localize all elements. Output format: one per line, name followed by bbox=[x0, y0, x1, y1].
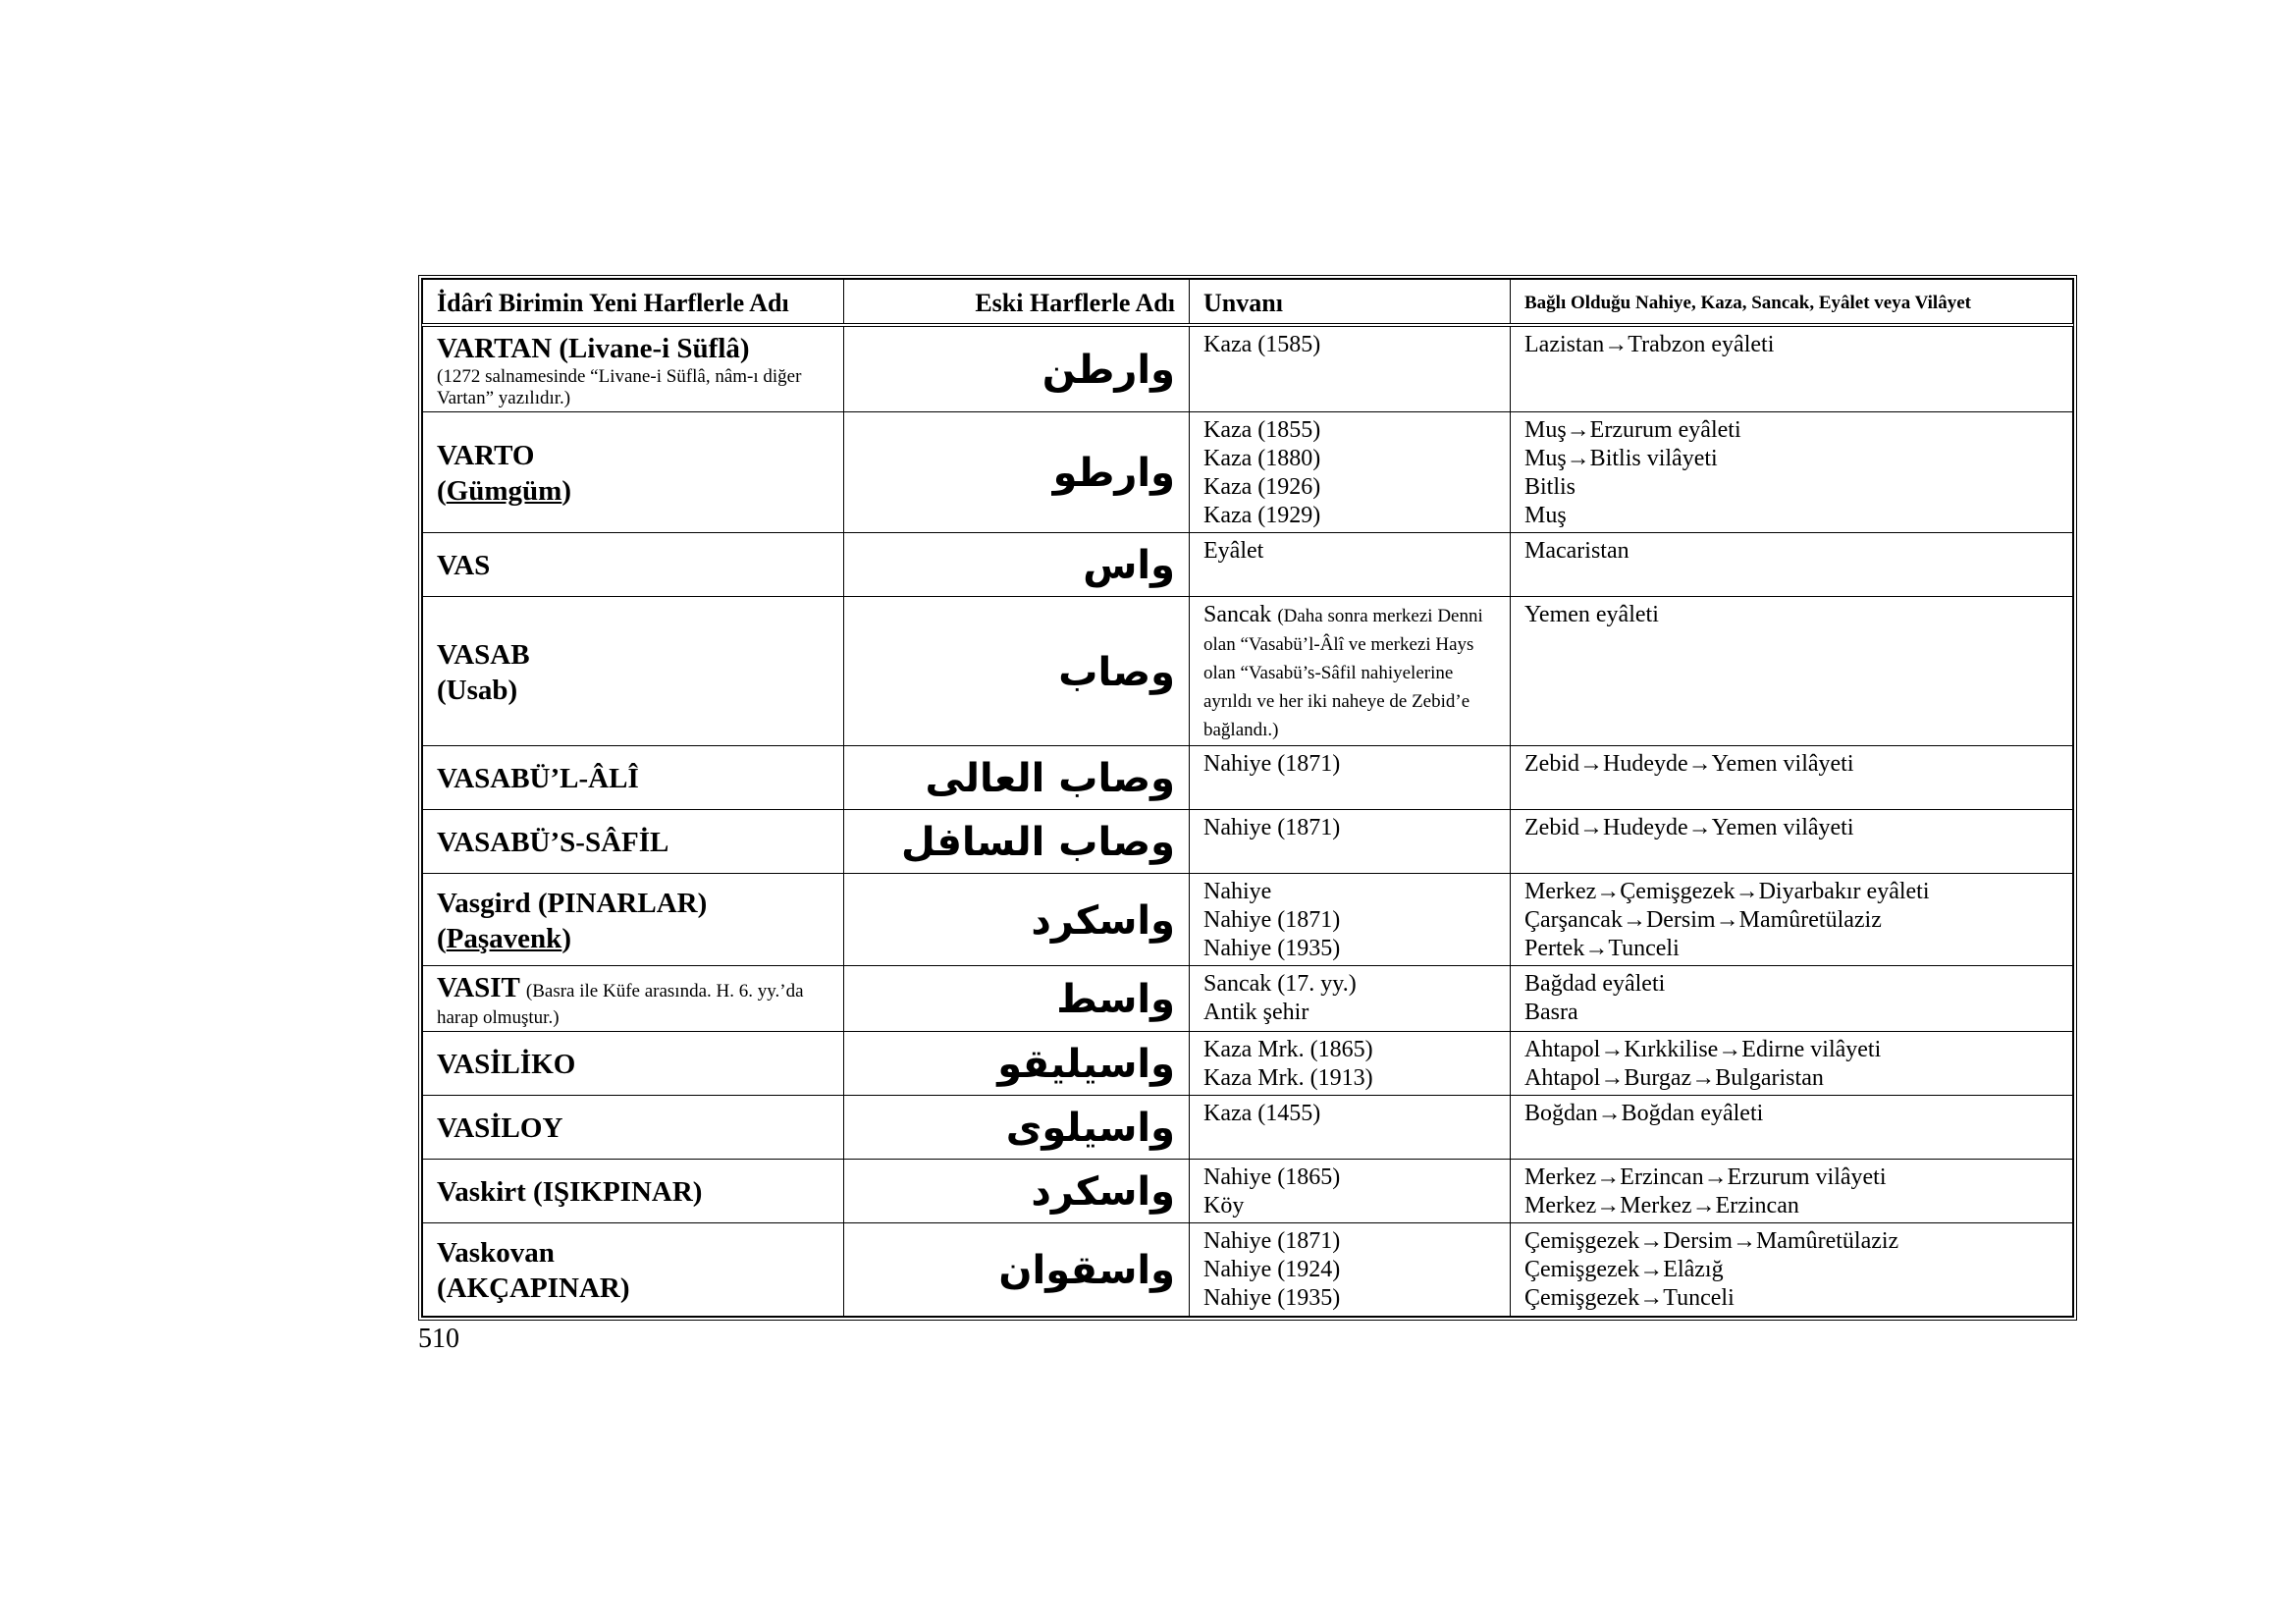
place-name-cell bbox=[423, 325, 844, 412]
title-note: (Daha sonra merkezi Denni olan “Vasabü’l-Âlî ve merkezi Hays olan “Vasabü’s-Sâfil nahiyelerine ayrıldı ve her iki naheye de Zebid’e bağlandı.) bbox=[1203, 606, 1483, 740]
table-row bbox=[423, 325, 2073, 412]
place-name: Vaskovan bbox=[437, 1237, 555, 1269]
place-name-cell bbox=[423, 874, 844, 966]
title-cell bbox=[1190, 874, 1511, 966]
title-cell bbox=[1190, 1223, 1511, 1317]
ottoman-script-name: وصاب السافل bbox=[844, 810, 1190, 874]
parent-unit-cell bbox=[1511, 412, 2073, 533]
parent-line: Ahtapol→Burgaz→Bulgaristan bbox=[1524, 1065, 1824, 1091]
title-cell bbox=[1190, 325, 1511, 412]
header-row bbox=[423, 280, 2073, 326]
table-row bbox=[423, 1096, 2073, 1160]
parent-line: Muş bbox=[1524, 503, 1567, 528]
title-line: Kaza (1929) bbox=[1203, 503, 1321, 528]
gazetteer-table bbox=[418, 275, 2077, 1321]
place-name-cell bbox=[423, 533, 844, 597]
title-line: Kaza Mrk. (1865) bbox=[1203, 1037, 1373, 1062]
table-row bbox=[423, 412, 2073, 533]
title-cell bbox=[1190, 412, 1511, 533]
ottoman-script-name: وارطو bbox=[844, 412, 1190, 533]
page-number: 510 bbox=[418, 1324, 459, 1354]
parent-line: Yemen eyâleti bbox=[1524, 602, 1659, 627]
parent-line: Bağdad eyâleti bbox=[1524, 971, 1666, 997]
ottoman-script-name: واسيلوى bbox=[844, 1096, 1190, 1160]
place-name-cell bbox=[423, 810, 844, 874]
parent-line: Çemişgezek→Elâzığ bbox=[1524, 1257, 1724, 1282]
parent-unit-cell bbox=[1511, 533, 2073, 597]
title-line: Nahiye (1871) bbox=[1203, 815, 1341, 840]
parent-line: Merkez→Merkez→Erzincan bbox=[1524, 1193, 1799, 1218]
place-name-cell bbox=[423, 1032, 844, 1096]
place-name: Vaskirt (IŞIKPINAR) bbox=[437, 1176, 703, 1208]
parent-line: Ahtapol→Kırkkilise→Edirne vilâyeti bbox=[1524, 1037, 1882, 1062]
place-name-cell bbox=[423, 1223, 844, 1317]
parent-unit-cell bbox=[1511, 746, 2073, 810]
title-line: Nahiye (1935) bbox=[1203, 936, 1341, 961]
ottoman-script-name: واسيليقو bbox=[844, 1032, 1190, 1096]
title-line: Eyâlet bbox=[1203, 538, 1264, 564]
ottoman-script-name: واسكرد bbox=[844, 1160, 1190, 1223]
place-name: VASİLİKO bbox=[437, 1049, 576, 1080]
table-row bbox=[423, 1223, 2073, 1317]
title-line: Sancak bbox=[1203, 602, 1272, 627]
parent-unit-cell bbox=[1511, 1032, 2073, 1096]
place-name-cell bbox=[423, 966, 844, 1032]
title-line: Nahiye (1871) bbox=[1203, 751, 1341, 777]
table-row bbox=[423, 1160, 2073, 1223]
place-former-name: (Paşavenk) bbox=[437, 922, 571, 954]
title-line: Nahiye (1935) bbox=[1203, 1285, 1341, 1311]
parent-unit-cell bbox=[1511, 1096, 2073, 1160]
place-name: VASABÜ’L-ÂLÎ bbox=[437, 763, 639, 794]
title-cell bbox=[1190, 810, 1511, 874]
title-line: Nahiye (1871) bbox=[1203, 907, 1341, 933]
place-note: (1272 salnamesinde “Livane-i Süflâ, nâm-ı diğer Vartan” yazılıdır.) bbox=[437, 366, 802, 408]
place-name: VASAB bbox=[437, 638, 530, 671]
title-line: Kaza (1880) bbox=[1203, 446, 1321, 471]
parent-unit-cell bbox=[1511, 874, 2073, 966]
title-line: Sancak (17. yy.) bbox=[1203, 971, 1357, 997]
place-name: VARTAN (Livane-i Süflâ) bbox=[437, 333, 750, 364]
place-name-cell bbox=[423, 1160, 844, 1223]
place-former-name: (Gümgüm) bbox=[437, 475, 571, 507]
header-name: İdârî Birimin Yeni Harflerle Adı bbox=[423, 280, 844, 326]
place-name-cell bbox=[423, 597, 844, 746]
place-name: VASİLOY bbox=[437, 1112, 563, 1144]
title-line: Kaza (1855) bbox=[1203, 417, 1321, 443]
title-line: Nahiye (1924) bbox=[1203, 1257, 1341, 1282]
title-line: Nahiye (1865) bbox=[1203, 1164, 1341, 1190]
title-cell bbox=[1190, 746, 1511, 810]
title-cell bbox=[1190, 533, 1511, 597]
parent-line: Çemişgezek→Tunceli bbox=[1524, 1285, 1735, 1311]
table-body bbox=[423, 325, 2073, 1317]
parent-line: Merkez→Çemişgezek→Diyarbakır eyâleti bbox=[1524, 879, 1930, 904]
place-name: VASABÜ’S-SÂFİL bbox=[437, 827, 669, 858]
title-line: Nahiye bbox=[1203, 879, 1272, 904]
table-row bbox=[423, 810, 2073, 874]
place-name: VAS bbox=[437, 550, 491, 581]
former-name-underlined: Gümgüm bbox=[446, 475, 562, 507]
parent-unit-cell bbox=[1511, 966, 2073, 1032]
ottoman-script-name: وصاب bbox=[844, 597, 1190, 746]
ottoman-script-name: وارطن bbox=[844, 325, 1190, 412]
title-line: Kaza (1455) bbox=[1203, 1101, 1321, 1126]
title-line: Köy bbox=[1203, 1193, 1245, 1218]
title-cell bbox=[1190, 966, 1511, 1032]
header-old-script: Eski Harflerle Adı bbox=[844, 280, 1190, 326]
title-line: Antik şehir bbox=[1203, 1000, 1309, 1025]
parent-line: Çarşancak→Dersim→Mamûretülaziz bbox=[1524, 907, 1882, 933]
title-line: Kaza (1926) bbox=[1203, 474, 1321, 500]
title-line: Kaza Mrk. (1913) bbox=[1203, 1065, 1373, 1091]
parent-unit-cell bbox=[1511, 597, 2073, 746]
parent-line: Çemişgezek→Dersim→Mamûretülaziz bbox=[1524, 1228, 1899, 1254]
place-name-cell bbox=[423, 1096, 844, 1160]
parent-line: Pertek→Tunceli bbox=[1524, 936, 1680, 961]
parent-unit-cell bbox=[1511, 810, 2073, 874]
parent-line: Muş→Bitlis vilâyeti bbox=[1524, 446, 1718, 471]
table-row bbox=[423, 533, 2073, 597]
parent-line: Merkez→Erzincan→Erzurum vilâyeti bbox=[1524, 1164, 1887, 1190]
parent-line: Bitlis bbox=[1524, 474, 1576, 500]
parent-line: Macaristan bbox=[1524, 538, 1629, 564]
parent-unit-cell bbox=[1511, 1160, 2073, 1223]
place-name-alt: (AKÇAPINAR) bbox=[437, 1272, 630, 1304]
parent-line: Zebid→Hudeyde→Yemen vilâyeti bbox=[1524, 751, 1854, 777]
ottoman-script-name: وصاب العالى bbox=[844, 746, 1190, 810]
title-cell bbox=[1190, 1032, 1511, 1096]
place-name: VASIT bbox=[437, 972, 520, 1003]
ottoman-script-name: واسط bbox=[844, 966, 1190, 1032]
title-line: Nahiye (1871) bbox=[1203, 1228, 1341, 1254]
place-name: Vasgird (PINARLAR) bbox=[437, 887, 708, 919]
title-line: Kaza (1585) bbox=[1203, 332, 1321, 357]
parent-unit-cell bbox=[1511, 325, 2073, 412]
ottoman-script-name: واسكرد bbox=[844, 874, 1190, 966]
table-row bbox=[423, 746, 2073, 810]
table-row bbox=[423, 966, 2073, 1032]
place-note: (Basra ile Küfe arasında. H. 6. yy.’da harap olmuştur.) bbox=[437, 981, 804, 1028]
header-parent: Bağlı Olduğu Nahiye, Kaza, Sancak, Eyâlet veya Vilâyet bbox=[1511, 280, 2073, 326]
place-name-cell bbox=[423, 412, 844, 533]
parent-line: Basra bbox=[1524, 1000, 1578, 1025]
table-row bbox=[423, 874, 2073, 966]
parent-line: Zebid→Hudeyde→Yemen vilâyeti bbox=[1524, 815, 1854, 840]
place-name-cell bbox=[423, 746, 844, 810]
ottoman-script-name: واسقوان bbox=[844, 1223, 1190, 1317]
title-cell bbox=[1190, 597, 1511, 746]
table-row bbox=[423, 1032, 2073, 1096]
place-name: VARTO bbox=[437, 440, 535, 471]
title-cell bbox=[1190, 1096, 1511, 1160]
parent-unit-cell bbox=[1511, 1223, 2073, 1317]
place-name-alt: (Usab) bbox=[437, 674, 518, 706]
title-cell bbox=[1190, 1160, 1511, 1223]
table-row bbox=[423, 597, 2073, 746]
header-title: Unvanı bbox=[1190, 280, 1511, 326]
former-name-underlined: Paşavenk bbox=[446, 922, 562, 954]
parent-line: Muş→Erzurum eyâleti bbox=[1524, 417, 1741, 443]
ottoman-script-name: واس bbox=[844, 533, 1190, 597]
parent-line: Boğdan→Boğdan eyâleti bbox=[1524, 1101, 1764, 1126]
parent-line: Lazistan→Trabzon eyâleti bbox=[1524, 332, 1775, 357]
